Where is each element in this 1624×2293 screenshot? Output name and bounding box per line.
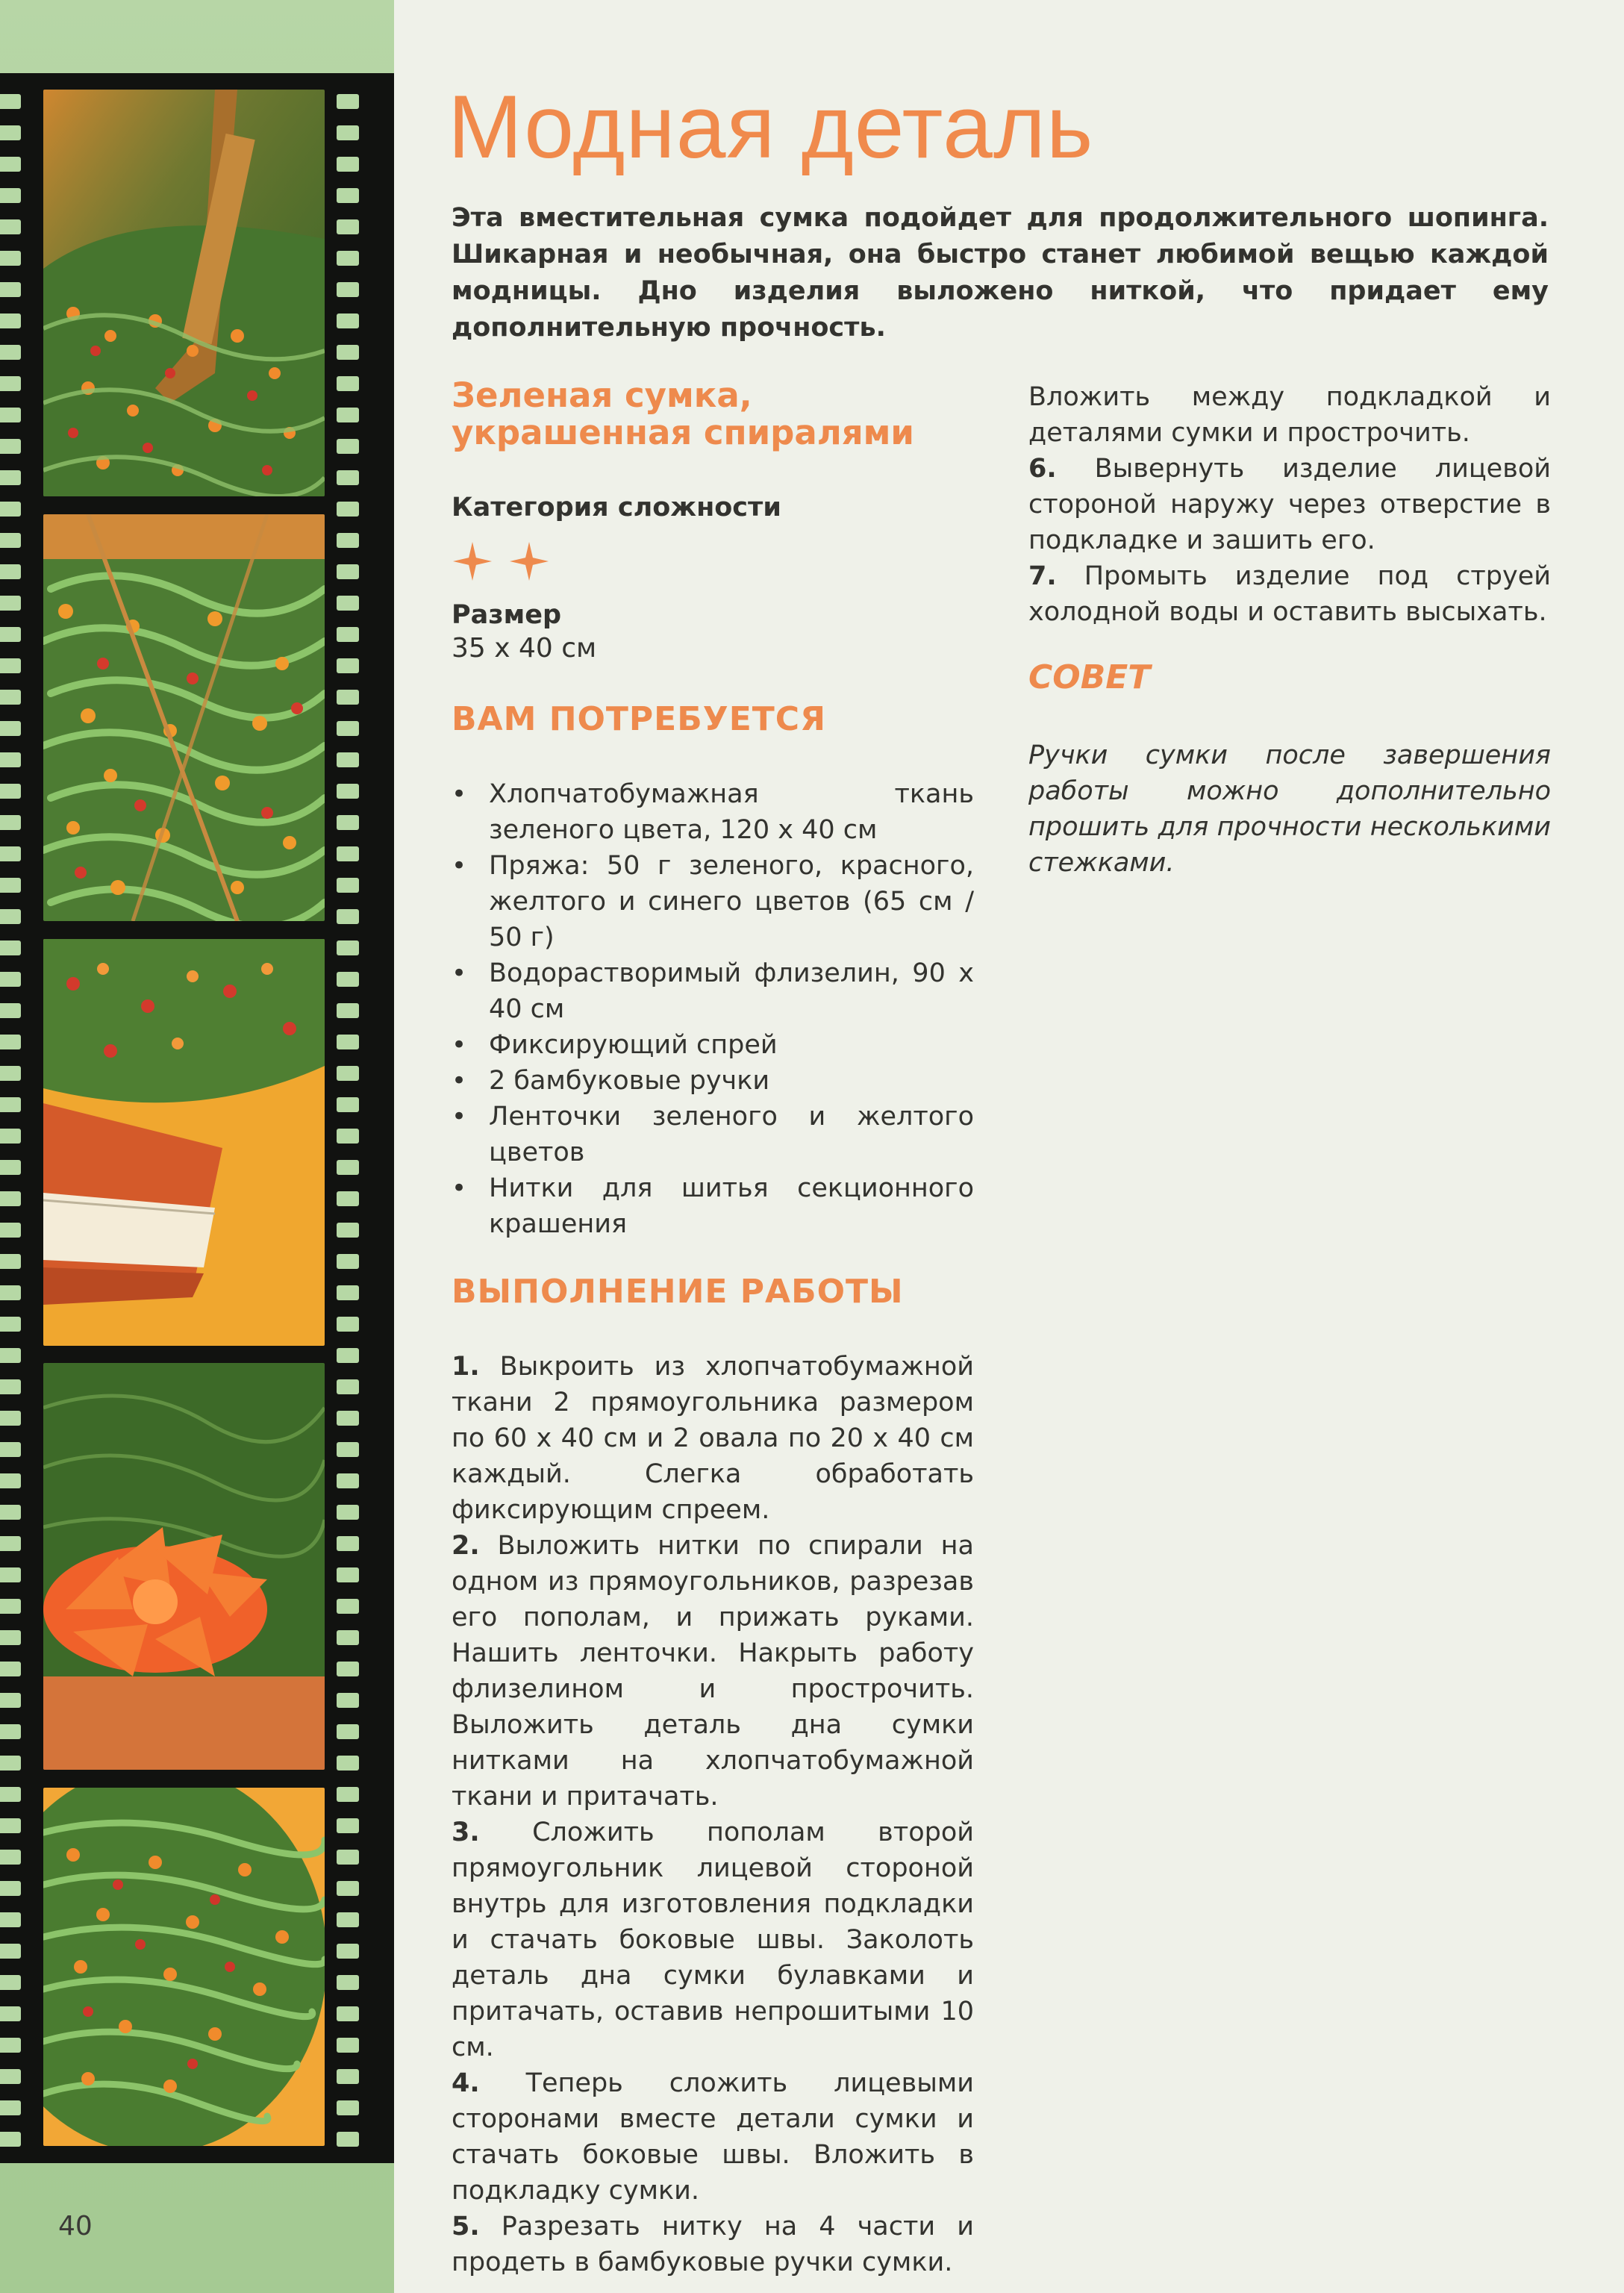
film-hole [337, 470, 359, 485]
film-hole [337, 878, 359, 893]
film-hole [337, 157, 359, 172]
instruction-step [452, 2065, 974, 2209]
film-hole [337, 1285, 359, 1300]
film-hole [0, 1944, 21, 1959]
film-hole [337, 1756, 359, 1771]
film-hole [0, 1787, 21, 1802]
film-hole [0, 878, 21, 893]
film-hole [0, 345, 21, 360]
step-number: 1. [452, 1352, 480, 1382]
film-hole [337, 1536, 359, 1551]
film-hole [0, 846, 21, 861]
film-hole [0, 502, 21, 517]
film-hole [337, 1411, 359, 1426]
film-hole [0, 1693, 21, 1708]
film-hole [337, 940, 359, 955]
film-hole [0, 1630, 21, 1645]
film-hole [337, 1129, 359, 1144]
film-hole [337, 2038, 359, 2053]
film-perforation-right [337, 94, 359, 2154]
film-hole [337, 1223, 359, 1238]
step-number: 4. [452, 2068, 480, 2098]
film-hole [0, 1191, 21, 1206]
film-hole [337, 1693, 359, 1708]
film-hole [337, 1881, 359, 1896]
instruction-step [452, 1349, 974, 1528]
film-hole [337, 94, 359, 109]
film-hole [337, 2069, 359, 2084]
film-hole [337, 376, 359, 391]
film-hole [0, 408, 21, 422]
photo-yarn-spiral [43, 514, 325, 921]
step-text: Выкроить из хлопчатобумажной ткани 2 прямоугольника размером по 60 х 40 см и 2 овала по 20 х 40 см каждый. Слегка обработать фиксирующим спреем. [452, 1352, 974, 1525]
film-hole [337, 282, 359, 297]
step-number: 6. [1028, 454, 1057, 484]
film-hole [337, 502, 359, 517]
film-hole [337, 1567, 359, 1582]
film-hole [0, 1818, 21, 1833]
film-hole [337, 188, 359, 203]
film-hole [337, 972, 359, 987]
film-hole [337, 1662, 359, 1676]
tip-heading: СОВЕТ [1028, 658, 1151, 696]
film-hole [0, 1473, 21, 1488]
film-hole [0, 1567, 21, 1582]
film-hole [337, 846, 359, 861]
film-hole [337, 1254, 359, 1269]
film-hole [0, 1724, 21, 1739]
film-hole [0, 1756, 21, 1771]
step-number: 2. [452, 1531, 480, 1561]
film-hole [0, 533, 21, 548]
instructions-continued [1028, 379, 1551, 630]
film-hole [337, 690, 359, 705]
orange-flower-photo-icon [43, 1363, 325, 1770]
film-hole [337, 1317, 359, 1332]
instruction-step [452, 1528, 974, 1815]
film-strip [0, 73, 394, 2163]
film-hole [0, 1850, 21, 1865]
film-hole [337, 1066, 359, 1081]
film-hole [337, 752, 359, 767]
film-hole [337, 1191, 359, 1206]
step-text: Разрезать нитку на 4 части и продеть в бамбуковые ручки сумки. [452, 2212, 974, 2277]
film-hole [337, 1818, 359, 1833]
step-text: Сложить пополам второй прямоугольник лицевой стороной внутрь для изготовления подкладки и стачать боковые швы. Заколоть деталь дна сумки булавками и притачать, оставив непрошитыми 10 см. [452, 1818, 974, 2062]
film-hole [0, 376, 21, 391]
film-hole [337, 784, 359, 799]
film-hole [0, 627, 21, 642]
film-hole [0, 1223, 21, 1238]
film-hole [0, 157, 21, 172]
film-hole [337, 1912, 359, 1927]
film-hole [0, 1662, 21, 1676]
instructions-heading: ВЫПОЛНЕНИЕ РАБОТЫ [452, 1273, 904, 1311]
film-hole [337, 1630, 359, 1645]
film-hole [0, 1097, 21, 1112]
film-hole [0, 815, 21, 830]
material-item: • Хлопчатобумажная ткань зеленого цвета, 120 х 40 см [452, 776, 974, 848]
materials-heading: ВАМ ПОТРЕБУЕТСЯ [452, 700, 826, 738]
film-hole [337, 408, 359, 422]
instruction-step [1028, 558, 1551, 630]
film-hole [337, 1379, 359, 1394]
photo-notebook [43, 939, 325, 1346]
film-hole [0, 658, 21, 673]
film-hole [337, 1787, 359, 1802]
film-hole [337, 1442, 359, 1457]
film-hole [0, 94, 21, 109]
page-number: 40 [58, 2211, 93, 2241]
film-hole [0, 2069, 21, 2084]
film-hole [337, 125, 359, 140]
film-hole [337, 2006, 359, 2021]
film-perforation-left [0, 94, 22, 2154]
film-hole [337, 439, 359, 454]
film-hole [0, 1317, 21, 1332]
film-hole [337, 1348, 359, 1363]
film-hole [0, 1599, 21, 1614]
step-text: Вывернуть изделие лицевой стороной наружу через отверстие в подкладке и зашить его. [1028, 454, 1551, 555]
film-hole [337, 1160, 359, 1175]
film-hole [0, 1505, 21, 1520]
material-item: • Водорастворимый флизелин, 90 х 40 см [452, 955, 974, 1027]
instruction-step [452, 2209, 974, 2280]
film-hole [0, 596, 21, 611]
film-hole [337, 1975, 359, 1990]
film-hole [337, 1035, 359, 1049]
film-hole [0, 1912, 21, 1927]
page-title: Модная деталь [448, 77, 1094, 177]
photo-bag-bottom [43, 1788, 325, 2146]
film-hole [0, 1536, 21, 1551]
film-hole [337, 627, 359, 642]
film-hole [0, 1066, 21, 1081]
film-hole [0, 1003, 21, 1018]
difficulty-star [510, 542, 549, 581]
step-number: 5. [452, 2212, 480, 2241]
film-hole [337, 2100, 359, 2115]
film-hole [0, 752, 21, 767]
material-item: • Пряжа: 50 г зеленого, красного, желтого и синего цветов (65 см / 50 г) [452, 848, 974, 955]
film-hole [0, 1411, 21, 1426]
film-hole [0, 2006, 21, 2021]
film-hole [337, 251, 359, 266]
instruction-step [1028, 451, 1551, 558]
film-hole [337, 2132, 359, 2147]
film-hole [0, 219, 21, 234]
material-item: • Фиксирующий спрей [452, 1027, 974, 1063]
film-hole [0, 1379, 21, 1394]
film-hole [0, 784, 21, 799]
film-hole [0, 940, 21, 955]
step-text: Теперь сложить лицевыми сторонами вместе детали сумки и стачать боковые швы. Вложить в подкладку сумки. [452, 2068, 974, 2206]
instructions-steps [452, 1349, 974, 2280]
film-hole [0, 972, 21, 987]
film-hole [0, 1881, 21, 1896]
bag-handle-photo-icon [43, 90, 325, 496]
film-hole [337, 219, 359, 234]
film-hole [337, 1097, 359, 1112]
step-number: 3. [452, 1818, 480, 1847]
intro-paragraph: Эта вместительная сумка подойдет для продолжительного шопинга. Шикарная и необычная, она быстро станет любимой вещью каждой модницы. Дно изделия выложено ниткой, что придает ему дополнительную прочность. [452, 203, 1549, 343]
film-hole [0, 2132, 21, 2147]
film-hole [0, 1254, 21, 1269]
film-hole [0, 439, 21, 454]
film-hole [0, 125, 21, 140]
film-hole [0, 1285, 21, 1300]
step-continuation: Вложить между подкладкой и деталями сумки и прострочить. [1028, 382, 1551, 448]
film-hole [337, 909, 359, 924]
film-hole [337, 1003, 359, 1018]
material-item: • 2 бамбуковые ручки [452, 1063, 974, 1099]
film-hole [337, 313, 359, 328]
film-hole [0, 909, 21, 924]
film-hole [337, 345, 359, 360]
tip-text: Ручки сумки после завершения работы можно дополнительно прошить для прочности несколькими стежками. [1028, 740, 1551, 878]
project-subtitle: Зеленая сумка, украшенная спиралями [452, 375, 914, 452]
film-hole [337, 596, 359, 611]
film-hole [0, 282, 21, 297]
size-value: 35 х 40 см [452, 633, 597, 664]
film-hole [337, 1724, 359, 1739]
film-hole [0, 2100, 21, 2115]
difficulty-stars-icon [452, 539, 556, 584]
photo-orange-flower [43, 1363, 325, 1770]
film-hole [0, 1442, 21, 1457]
yarn-spiral-photo-icon [43, 514, 325, 921]
difficulty-star [453, 542, 492, 581]
film-hole [0, 721, 21, 736]
film-hole [337, 564, 359, 579]
film-hole [0, 470, 21, 485]
film-hole [0, 188, 21, 203]
photo-bag-handle [43, 90, 325, 496]
film-hole [0, 1129, 21, 1144]
film-hole [337, 815, 359, 830]
size-label: Размер [452, 600, 562, 630]
difficulty-rating [452, 539, 556, 584]
step-text: Выложить нитки по спирали на одном из прямоугольников, разрезав его пополам, и прижать руками. Нашить ленточки. Накрыть работу флизелином и прострочить. Выложить деталь дна сумки нитками на хлопчатобумажной ткани и притачать. [452, 1531, 974, 1812]
step-text: Промыть изделие под струей холодной воды и оставить высыхать. [1028, 561, 1551, 627]
material-item: • Нитки для шитья секционного крашения [452, 1170, 974, 1242]
materials-list [452, 776, 974, 1242]
instruction-step [452, 1815, 974, 2065]
film-hole [0, 1160, 21, 1175]
material-item: • Ленточки зеленого и желтого цветов [452, 1099, 974, 1170]
difficulty-label: Категория сложности [452, 493, 781, 522]
film-hole [0, 690, 21, 705]
film-hole [337, 1473, 359, 1488]
film-hole [337, 721, 359, 736]
film-hole [337, 658, 359, 673]
film-hole [0, 313, 21, 328]
film-hole [0, 1348, 21, 1363]
film-hole [337, 1850, 359, 1865]
film-hole [0, 1035, 21, 1049]
film-hole [0, 2038, 21, 2053]
film-hole [0, 564, 21, 579]
bag-bottom-photo-icon [43, 1788, 325, 2146]
film-hole [337, 533, 359, 548]
film-hole [337, 1944, 359, 1959]
film-hole [0, 1975, 21, 1990]
film-hole [337, 1505, 359, 1520]
step-number: 7. [1028, 561, 1057, 591]
notebook-photo-icon [43, 939, 325, 1346]
film-hole [0, 251, 21, 266]
film-hole [337, 1599, 359, 1614]
